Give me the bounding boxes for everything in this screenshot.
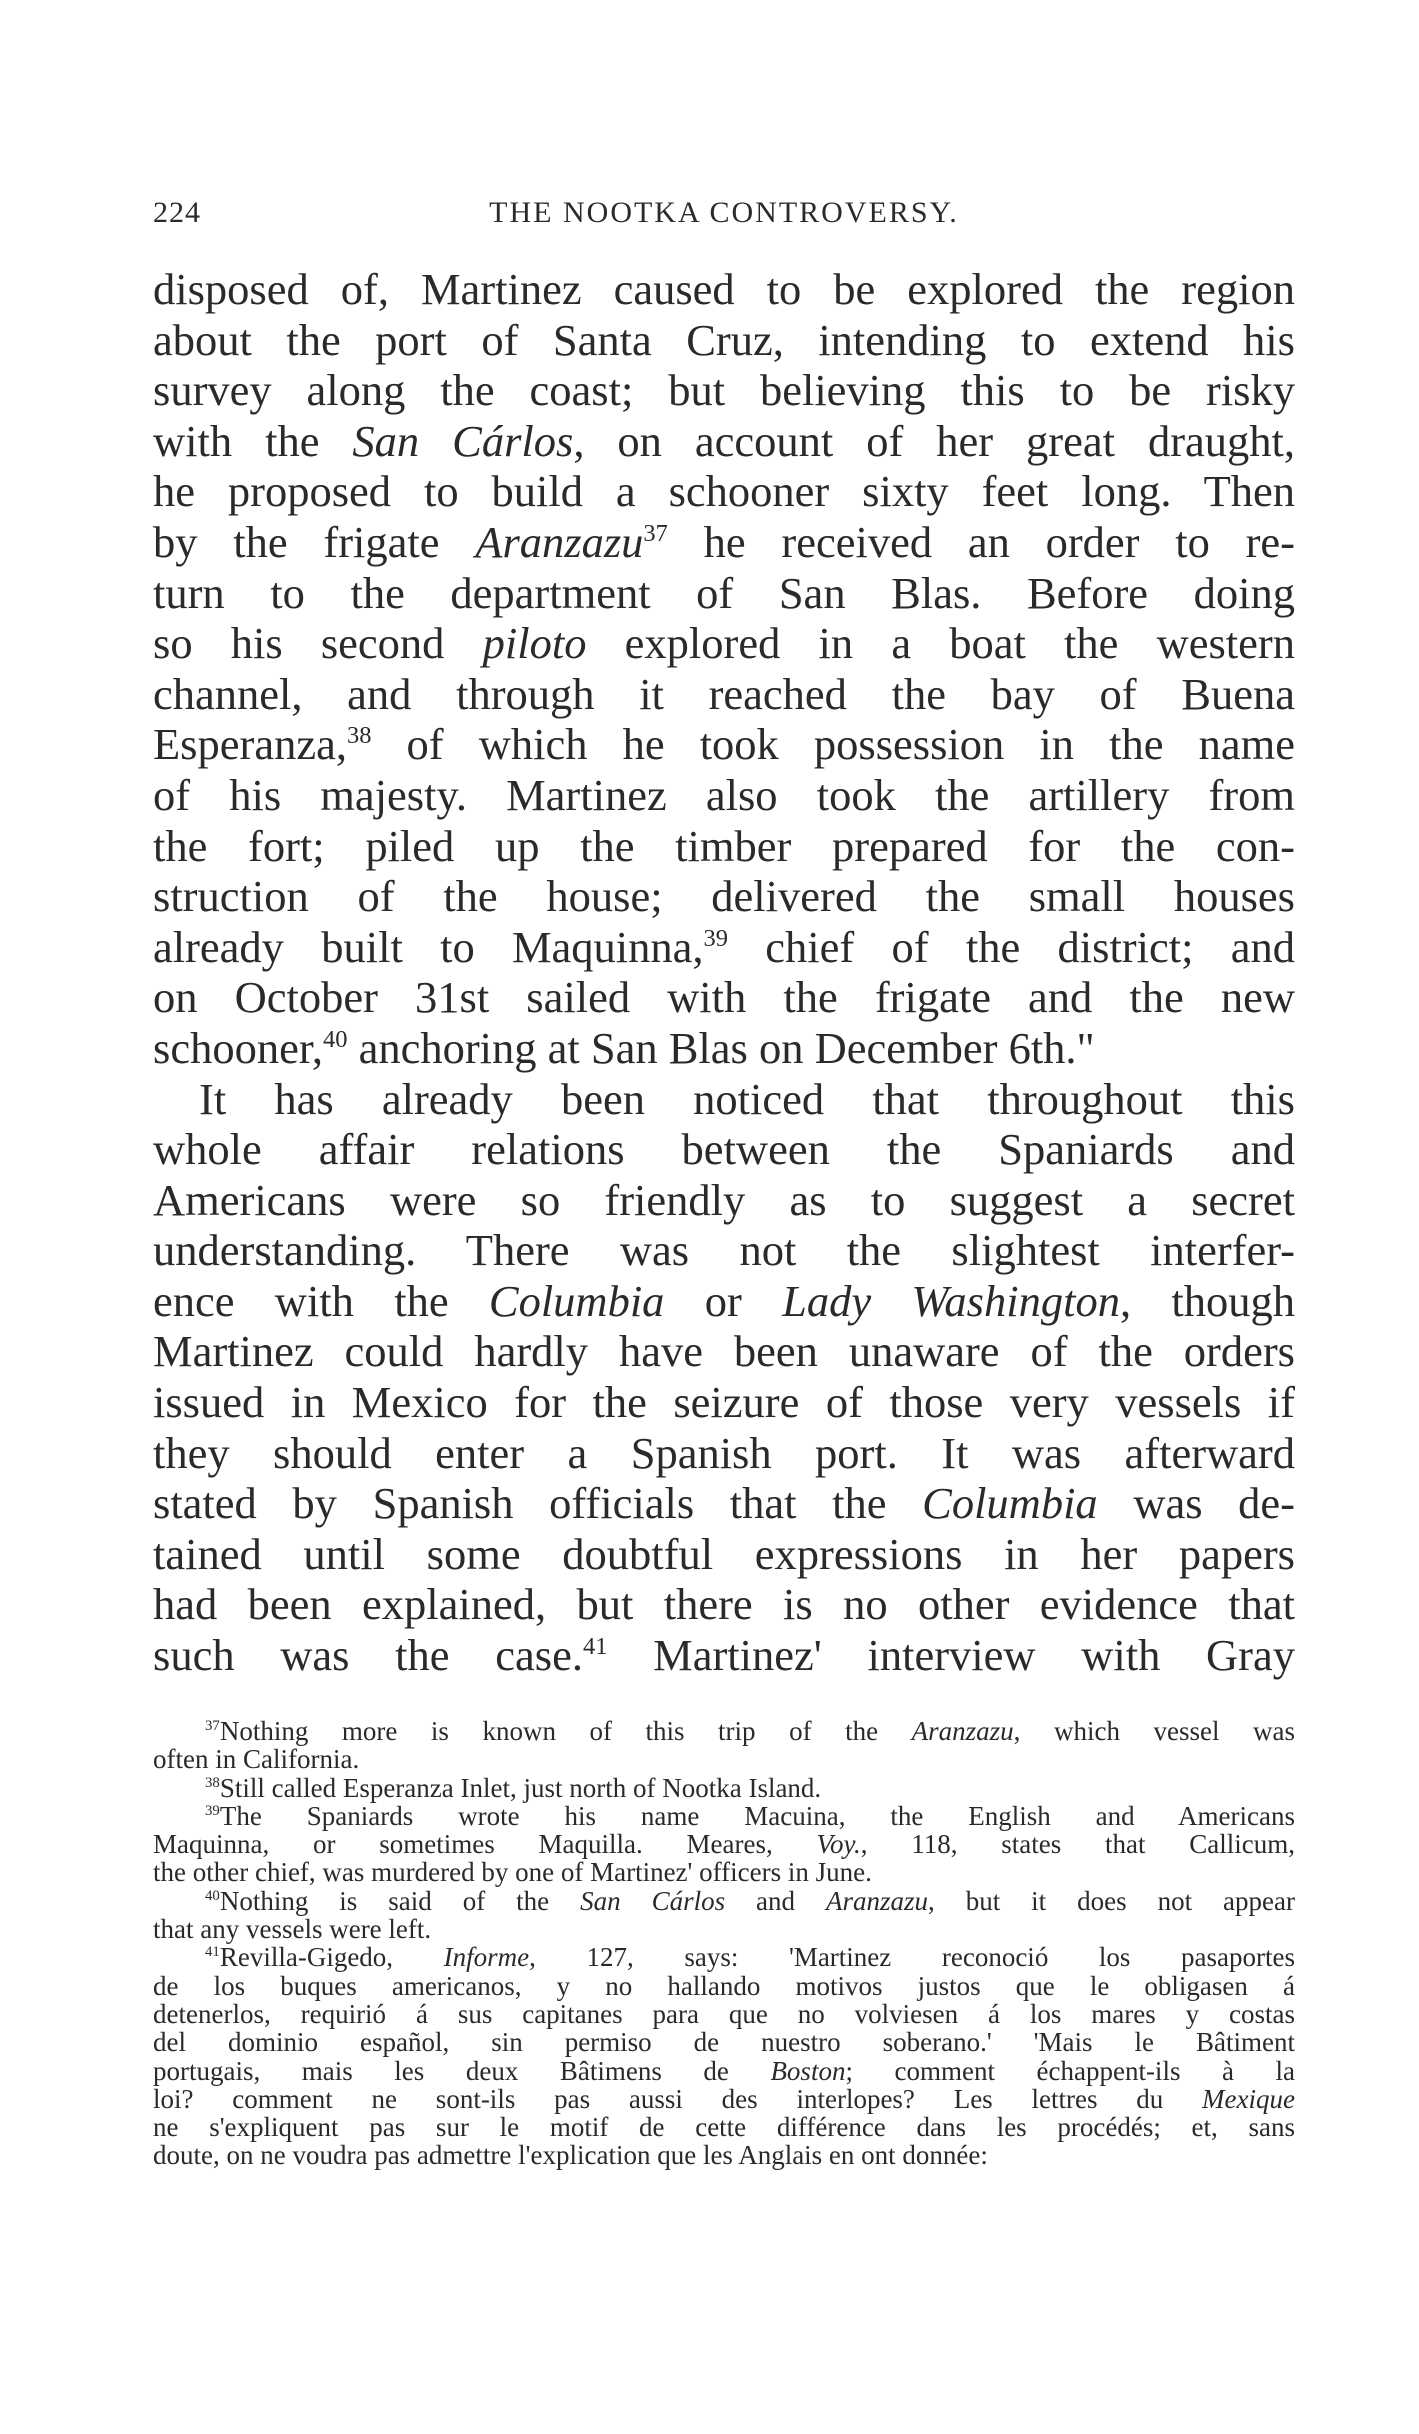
body-line: turn to the department of San Blas. Before doing — [153, 567, 1295, 618]
footnote-39-line: $^{39}$The Spaniards wrote his name Macuina, the English and Americans — [205, 1800, 1295, 1831]
footnotes — [153, 1717, 1295, 2170]
body-line: Martinez could hardly have been unaware of the orders — [153, 1326, 1295, 1377]
body-line: with the San Cárlos, on account of her great draught, — [153, 415, 1296, 466]
body-line: about the port of Santa Cruz, intending to extend his — [153, 314, 1295, 365]
body-line: of his majesty. Martinez also took the artillery from — [153, 769, 1295, 820]
footnote-number: 39 — [205, 1802, 220, 1819]
body-line: survey along the coast; but believing this to be risky — [153, 365, 1295, 416]
footnote-39-line: Maquinna, or sometimes Maquilla. Meares, Voy., 118, states that Callicum, — [153, 1829, 1295, 1860]
body-line: by the frigate Aranzazu$^{37}$ he received an order to re- — [153, 516, 1295, 567]
footnote-41-line: del dominio español, sin permiso de nuestro soberano.' 'Mais le Bâtiment — [153, 2027, 1295, 2058]
body-line: had been explained, but there is no other evidence that — [153, 1579, 1295, 1630]
footnote-40-line: $^{40}$Nothing is said of the San Cárlos and Aranzazu, but it does not appear — [205, 1885, 1295, 1916]
footnote-41-line: doute, on ne voudra pas admettre l'explication que les Anglais en ont donnée: — [153, 2140, 988, 2171]
body-line: whole affair relations between the Spaniards and — [153, 1124, 1295, 1175]
body-line: issued in Mexico for the seizure of those very vessels if — [153, 1377, 1295, 1428]
body-line: ence with the Columbia or Lady Washington, though — [153, 1275, 1295, 1326]
footnote-41-line: detenerlos, requirió á sus capitanes para que no volviesen á los mares y costas — [153, 1998, 1295, 2029]
footnote-number: 38 — [205, 1774, 220, 1791]
body-text — [153, 264, 1295, 1681]
footnote-number: 37 — [205, 1718, 220, 1734]
body-line: It has already been noticed that throughout this — [199, 1073, 1295, 1124]
body-line: such was the case.$^{41}$ Martinez' interview with Gray — [153, 1630, 1295, 1681]
body-line: channel, and through it reached the bay of Buena — [153, 668, 1295, 719]
body-line: struction of the house; delivered the small houses — [153, 871, 1295, 922]
footnote-number: 41 — [205, 1944, 220, 1961]
page-number: 224 — [153, 196, 201, 229]
footnote-41-line: ne s'expliquent pas sur le motif de cette différence dans les procédés; et, sans — [153, 2112, 1295, 2143]
page-header — [153, 196, 1295, 236]
running-title: THE NOOTKA CONTROVERSY. — [489, 196, 959, 229]
footnote-41-line: portugais, mais les deux Bâtimens de Boston; comment échappent-ils à la — [153, 2055, 1295, 2086]
body-line: on October 31st sailed with the frigate and the new — [153, 972, 1295, 1023]
footnote-37-line: $^{37}$Nothing more is known of this trip of the Aranzazu, which vessel was — [205, 1716, 1295, 1746]
footnote-39-line: the other chief, was murdered by one of Martinez' officers in June. — [153, 1857, 872, 1888]
body-line: he proposed to build a schooner sixty feet long. Then — [153, 466, 1295, 517]
body-line: Americans were so friendly as to suggest a secret — [153, 1174, 1295, 1225]
footnote-41-line: loi? comment ne sont-ils pas aussi des interlopes? Les lettres du Mexique — [153, 2083, 1295, 2114]
body-line: so his second piloto explored in a boat the western — [153, 618, 1295, 669]
body-line: already built to Maquinna,$^{39}$ chief of the district; and — [153, 921, 1295, 972]
body-line: they should enter a Spanish port. It was afterward — [153, 1427, 1295, 1478]
body-line: the fort; piled up the timber prepared for the con- — [153, 820, 1295, 871]
body-line: disposed of, Martinez caused to be explored the region — [153, 264, 1295, 314]
footnote-40-line: that any vessels were left. — [153, 1914, 432, 1945]
footnote-number: 40 — [205, 1887, 220, 1904]
footnote-41-line: $^{41}$Revilla-Gigedo, Informe, 127, says: 'Martinez reconoció los pasaportes — [205, 1942, 1295, 1973]
footnote-37-line: often in California. — [153, 1744, 360, 1775]
body-line: understanding. There was not the slightest interfer- — [153, 1225, 1295, 1276]
body-line: stated by Spanish officials that the Columbia was de- — [153, 1478, 1295, 1529]
footnote-41-line: de los buques americanos, y no hallando motivos justos que le obligasen á — [153, 1970, 1295, 2001]
body-line: tained until some doubtful expressions in her papers — [153, 1528, 1295, 1579]
body-line: Esperanza,$^{38}$ of which he took possession in the name — [153, 719, 1295, 770]
body-line: schooner,$^{40}$ anchoring at San Blas on December 6th." — [153, 1022, 1095, 1073]
footnote-38-line: $^{38}$Still called Esperanza Inlet, just north of Nootka Island. — [205, 1772, 822, 1803]
